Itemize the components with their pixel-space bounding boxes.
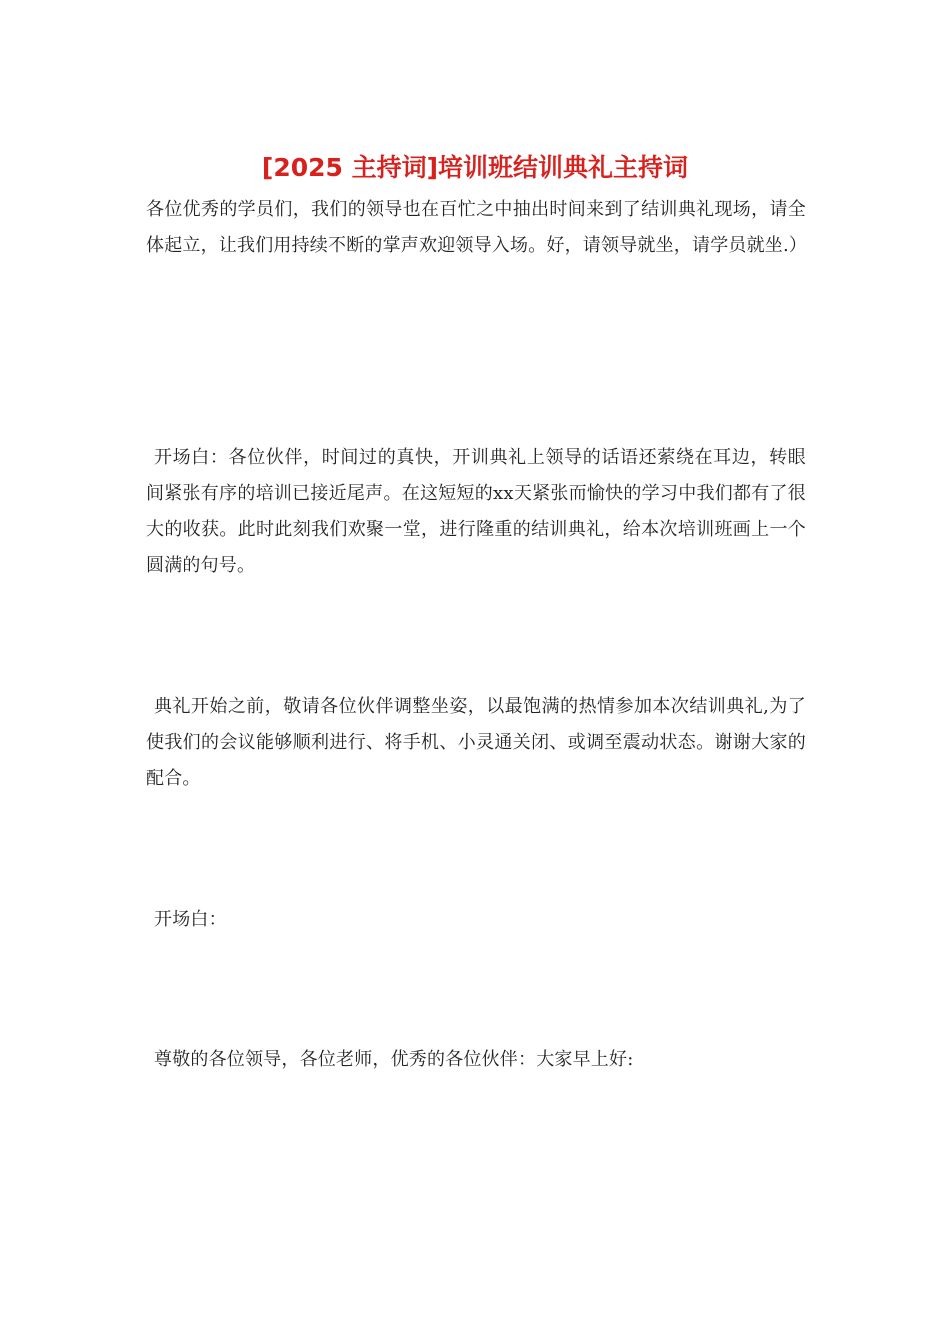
paragraph-ceremony-notice: 典礼开始之前，敬请各位伙伴调整坐姿，以最饱满的热情参加本次结训典礼,为了使我们的会议能够顺利进行、将手机、小灵通关闭、或调至震动状态。谢谢大家的配合。 (146, 696, 806, 789)
document-title: [2025 主持词]培训班结训典礼主持词 (261, 153, 689, 182)
paragraph-opening-label: 开场白： (154, 909, 227, 930)
paragraph-welcome: 各位优秀的学员们，我们的领导也在百忙之中抽出时间来到了结训典礼现场，请全体起立，让我们用持续不断的掌声欢迎领导入场。好，请领导就坐，请学员就坐.） (146, 199, 808, 256)
paragraph-greeting: 尊敬的各位领导，各位老师，优秀的各位伙伴：大家早上好: (154, 1049, 634, 1070)
paragraph-opening-remarks: 开场白：各位伙伴，时间过的真快，开训典礼上领导的话语还萦绕在耳边，转眼间紧张有序的培训已接近尾声。在这短短的xx天紧张而愉快的学习中我们都有了很大的收获。此时此刻我们欢聚一堂，进行隆重的结训典礼，给本次培训班画上一个圆满的句号。 (146, 447, 806, 576)
